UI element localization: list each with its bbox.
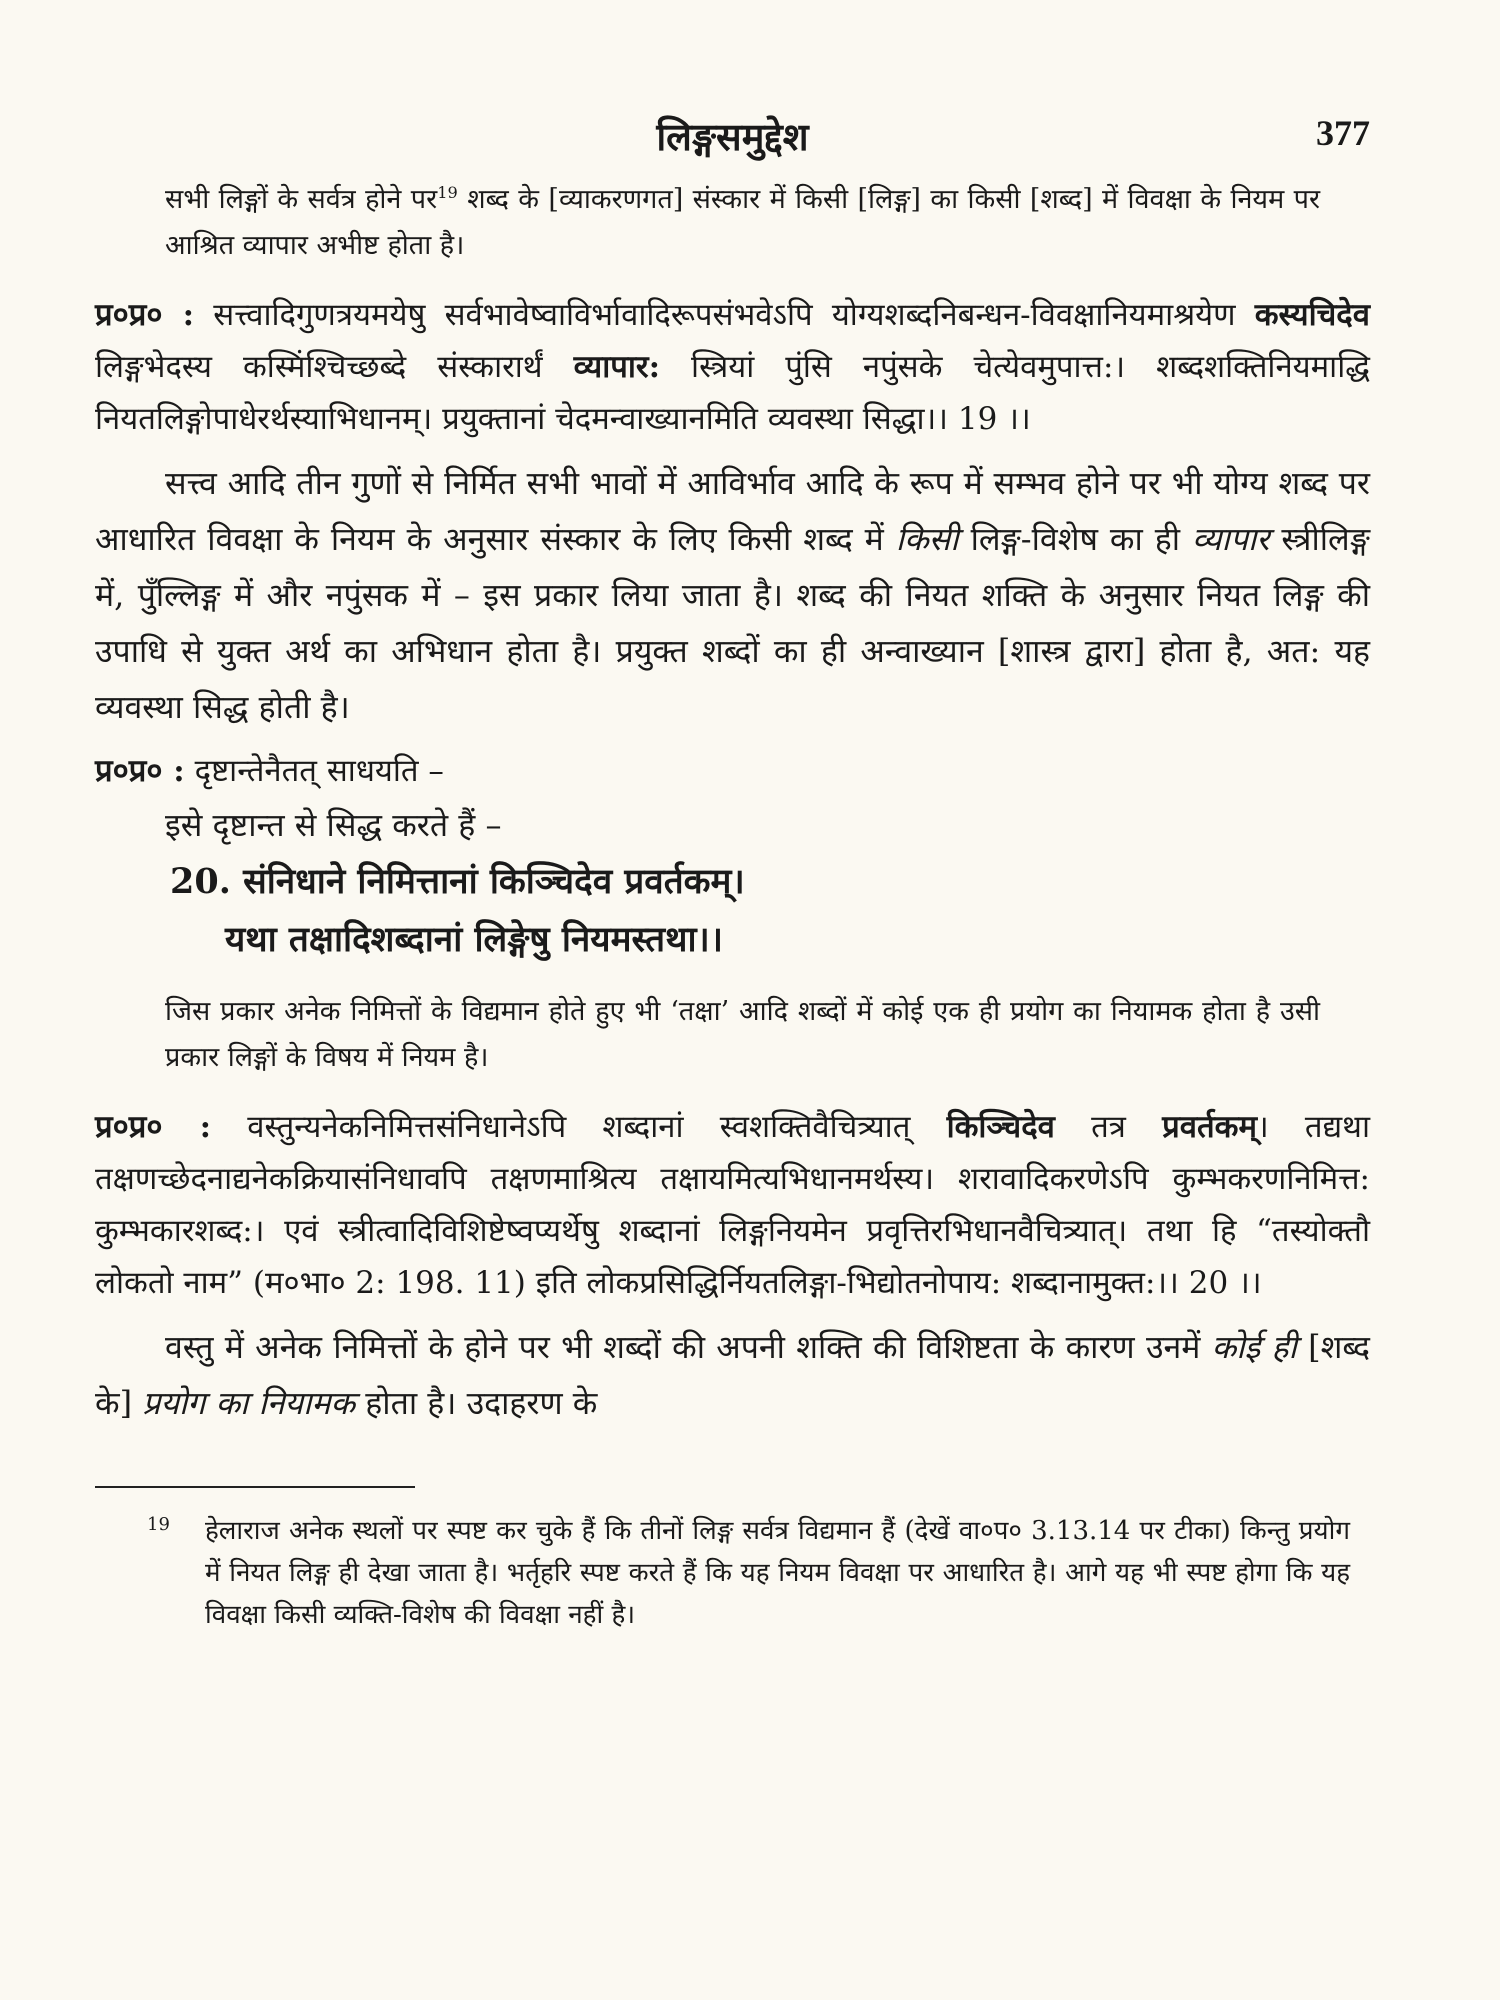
emphasis-term: कस्यचिदेव <box>1254 297 1370 333</box>
karika-verse <box>95 853 1370 969</box>
intro-paragraph <box>95 170 1370 269</box>
italic-term: कोई ही <box>1211 1328 1297 1366</box>
translation-text: स्त्रीलिङ्ग में, पुँल्लिङ्ग में और नपुंसक में – इस प्रकार लिया जाता है। शब्द की नियत शक्ति के अनुसार नियत लिङ्ग की उपाधि से युक्त अर्थ का अभिधान होता है। प्रयुक्त शब्दों का ही अन्वाख्यान [शास्त्र द्वारा] होता है, अत: यह व्यवस्था सिद्ध होती है। <box>95 520 1371 726</box>
commentary-text: सत्त्वादिगुणत्रयमयेषु सर्वभावेष्वाविर्भावादिरूपसंभवेऽपि योग्यशब्दनिबन्धन-विवक्षानियमाश्रयेण <box>194 297 1255 333</box>
emphasis-term: व्यापार: <box>573 349 661 385</box>
commentary-text: । तद्यथा तक्षणच्छेदनाद्यनेकक्रियासंनिधावपि तक्षणमाश्रित्य तक्षायमित्यभिधानमर्थस्य। शरावादिकरणेऽपि कुम्भकरणनिमित्त: कुम्भकारशब्द:। एवं स्त्रीत्वादिविशिष्टेष्वप्यर्थेषु शब्दानां लिङ्गनियमेन प्रवृत्तिरभिधानवैचित्र्यात्। तथा हि “तस्योक्तौ लोकतो नाम” (म०भा० 2: 198. 11) इति लोकप्रसिद्धिर्नियतलिङ्गा-भिद्योतनोपाय: शब्दानामुक्त:।। 20 ।। <box>95 1109 1370 1301</box>
italic-term: प्रयोग का नियामक <box>142 1384 356 1422</box>
commentary-text: स्त्रियां पुंसि नपुंसके चेत्येवमुपात्त:। शब्दशक्तिनियमाद्धि नियतलिङ्गोपाधेरर्थस्याभिधानम्। प्रयुक्तानां चेदमन्वाख्यानमिति व्यवस्था सिद्धा।। 19 ।। <box>95 349 1371 437</box>
italic-term: किसी <box>895 520 959 558</box>
footnote-text: हेलाराज अनेक स्थलों पर स्पष्ट कर चुके हैं कि तीनों लिङ्ग सर्वत्र विद्यमान हैं (देखें वा०प० 3.13.14 पर टीका) किन्तु प्रयोग में नियत लिङ्ग ही देखा जाता है। भर्तृहरि स्पष्ट करते हैं कि यह नियम विवक्षा पर आधारित है। आगे यह भी स्पष्ट होगा कि यह विवक्षा किसी व्यक्ति-विशेष की विवक्षा नहीं है। <box>205 1516 1350 1630</box>
intro-text-b: शब्द के [व्याकरणगत] संस्कार में किसी [लिङ्ग] का किसी [शब्द] में विवक्षा के नियम पर आश्रित व्यापार अभीष्ट होता है। <box>165 184 1321 261</box>
commentary-label: प्र०प्र० : <box>95 753 185 789</box>
running-title: लिङ्गसमुद्देश <box>656 114 809 159</box>
commentary-paragraph-2 <box>95 745 1370 797</box>
commentary-text: दृष्टान्तेनैतत् साधयति – <box>184 753 444 789</box>
footnote-19 <box>95 1510 1370 1636</box>
page-header <box>95 100 1370 170</box>
commentary-text: वस्तुन्यनेकनिमित्तसंनिधानेऽपि शब्दानां स्वशक्तिवैचित्र्यात् <box>211 1109 947 1145</box>
translation-paragraph-3 <box>95 1319 1370 1431</box>
commentary-label: प्र०प्र० : <box>95 297 195 333</box>
translation-line-2: इसे दृष्टान्त से सिद्ध करते हैं – <box>165 806 502 844</box>
commentary-text: तत्र <box>1054 1109 1163 1145</box>
page-number: 377 <box>1316 113 1370 153</box>
commentary-paragraph-1 <box>95 289 1370 445</box>
footnote-divider <box>95 1486 415 1488</box>
translation-paragraph-1 <box>95 455 1370 735</box>
verse-line-1: 20. संनिधाने निमित्तानां किञ्चिदेव प्रवर्तकम्। <box>170 861 745 902</box>
footnote-ref: 19 <box>437 183 458 202</box>
commentary-paragraph-3 <box>95 1101 1370 1309</box>
verse-gloss: जिस प्रकार अनेक निमित्तों के विद्यमान होते हुए भी ‘तक्षा’ आदि शब्दों में कोई एक ही प्रयोग का नियामक होता है उसी प्रकार लिङ्गों के विषय में नियम है। <box>165 996 1320 1073</box>
emphasis-term: प्रवर्तकम् <box>1162 1109 1257 1145</box>
intro-text-a: सभी लिङ्गों के सर्वत्र होने पर <box>165 184 438 215</box>
translation-text: होता है। उदाहरण के <box>355 1384 598 1422</box>
commentary-text: लिङ्गभेदस्य कस्मिंश्चिच्छब्दे संस्कारार्थं <box>95 349 574 385</box>
translation-text: [शब्द के] <box>95 1328 1370 1422</box>
translation-text: वस्तु में अनेक निमित्तों के होने पर भी शब्दों की अपनी शक्ति की विशिष्टता के कारण उनमें <box>165 1328 1212 1366</box>
commentary-label: प्र०प्र० : <box>95 1109 212 1145</box>
translation-text: सत्त्व आदि तीन गुणों से निर्मित सभी भावों में आविर्भाव आदि के रूप में सम्भव होने पर भी योग्य शब्द पर आधारित विवक्षा के नियम के अनुसार संस्कार के लिए किसी शब्द में <box>95 464 1370 558</box>
translation-text: लिङ्ग-विशेष का ही <box>958 520 1193 558</box>
italic-term: व्यापार <box>1192 520 1270 558</box>
verse-line-2: यथा तक्षादिशब्दानां लिङ्गेषु नियमस्तथा।। <box>225 919 724 960</box>
emphasis-term: किञ्चिदेव <box>946 1109 1055 1145</box>
footnote-mark: 19 <box>147 1514 170 1535</box>
